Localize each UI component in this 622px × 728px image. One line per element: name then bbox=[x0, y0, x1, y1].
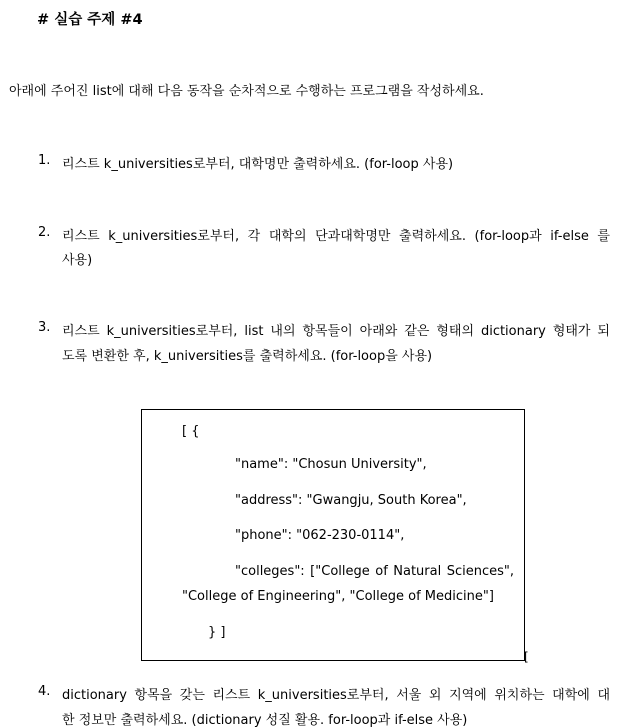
code-address-line: "address": "Gwangju, South Korea", bbox=[235, 493, 467, 508]
task-number: 1. bbox=[38, 153, 51, 168]
code-close-bracket: } ] bbox=[208, 625, 226, 640]
task-line: 도록 변환한 후, k_universities를 출력하세요. (for-loop을 사용) bbox=[62, 349, 433, 364]
task-line: dictionary 항목을 갖는 리스트 k_universities로부터, 서울 외 지역에 위치하는 대학에 대 bbox=[62, 688, 610, 703]
intro-text: 아래에 주어진 list에 대해 다음 동작을 순차적으로 수행하는 프로그램을 작성하세요. bbox=[9, 84, 484, 99]
code-phone-line: "phone": "062-230-0114", bbox=[235, 528, 405, 543]
task-number: 2. bbox=[38, 225, 51, 240]
task-number: 3. bbox=[38, 320, 51, 335]
task-line: 사용) bbox=[62, 253, 93, 268]
code-colleges-continued: "College of Engineering", "College of Medicine"] bbox=[182, 589, 494, 604]
code-open-bracket: [ { bbox=[182, 424, 200, 439]
code-example-box bbox=[141, 409, 525, 661]
task-line: 리스트 k_universities로부터, list 내의 항목들이 아래와 같은 형태의 dictionary 형태가 되 bbox=[62, 324, 610, 339]
trailing-bracket-mark: [ bbox=[524, 650, 529, 664]
task-line: 리스트 k_universities로부터, 대학명만 출력하세요. (for-loop 사용) bbox=[62, 157, 454, 172]
task-number: 4. bbox=[38, 684, 51, 699]
page-title: # 실습 주제 #4 bbox=[37, 12, 143, 28]
code-colleges-line: "colleges": ["College of Natural Sciences", bbox=[235, 564, 514, 579]
code-name-line: "name": "Chosun University", bbox=[235, 457, 427, 472]
task-line: 리스트 k_universities로부터, 각 대학의 단과대학명만 출력하세요. (for-loop과 if-else 를 bbox=[62, 229, 610, 244]
task-line: 한 정보만 출력하세요. (dictionary 성질 활용. for-loop과 if-else 사용) bbox=[62, 713, 468, 728]
